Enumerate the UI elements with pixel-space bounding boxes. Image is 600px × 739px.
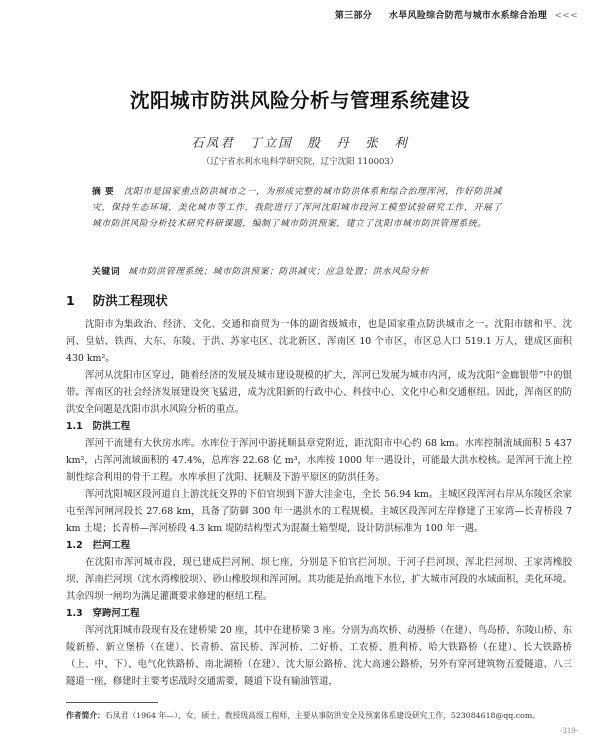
- keywords: [92, 264, 512, 277]
- keywords-text: 城市防洪管理系统；城市防洪预案；防洪减灾；应急处置；洪水风险分析: [128, 267, 429, 277]
- subsection-heading: [66, 418, 572, 435]
- subsection-title: 穿跨河工程: [92, 608, 140, 619]
- paragraph: 浑河沈阳城区段河道自上游沈抚交界的下伯官坝到下游大洼金屯，全长 56.94 km。主城区段浑河右岸从东陵区余家屯至浑河闸河段长 27.68 km，具备了防御 300 年一遇洪水的工程规模。主城区段浑河左岸修建了王家湾—长青桥段 7 km 土堤；长青桥—浑河桥段 4.3 km 堤防结构型式为混凝土箱型堤，设计防洪标准为 100 年一遇。: [66, 489, 572, 534]
- section-number: 1: [66, 293, 75, 308]
- paper-affiliation: （辽宁省水利水电科学研究院，辽宁沈阳 110003）: [201, 157, 399, 167]
- section-body: [66, 316, 572, 690]
- running-head: [335, 8, 578, 21]
- footnote-divider: [66, 702, 158, 703]
- keywords-label: 关键词: [92, 267, 121, 277]
- subsection-heading: [66, 537, 572, 554]
- abstract-label: 摘要: [92, 187, 118, 197]
- abstract-text: 沈阳市是国家重点防洪城市之一，为形成完整的城市防洪体系和综合治理浑河，作好防洪减灾，保持生态环境，美化城市等工作，我院进行了浑河沈阳城市段河工模型试验研究工作，开展了城市防洪风险分析技术研究科研课题，编制了城市防洪预案，建立了沈阳市城市防洪管理系统。: [92, 187, 502, 229]
- footnote: [66, 710, 586, 721]
- chevron-left-icon: <<<: [554, 11, 578, 21]
- running-head-title: 水旱风险综合防范与城市水系综合治理: [388, 11, 548, 21]
- page-number: ·319·: [560, 727, 578, 735]
- subsection-number: 1.2: [66, 540, 83, 551]
- subsection-title: 防洪工程: [92, 421, 131, 432]
- paragraph: 浑河沈阳城市段现有及在建桥梁 20 座，其中在建桥梁 3 座。分别为高坎桥、动漫桥（在建）、鸟岛桥、东陵山桥、东陵新桥、新立堡桥（在建）、长青桥、富民桥、浑河桥、二好桥、工农桥、胜利桥、哈大铁路桥（在建）、长大铁路桥（上、中、下）、电气化铁路桥、南北湖桥（在建）、沈大原公路桥、沈大高速公路桥，另外有穿河建筑物五爱隧道、八三隧道一座，修建时主要考虑战时交通需要，隧道下设有输油管道，: [66, 625, 572, 687]
- section-title: 防洪工程现状: [92, 293, 168, 308]
- footnote-text: 石凤君（1964 年—），女，硕士，教授级高级工程师，主要从事防洪安全及预案体系建设研究工作，523084618@qq.com。: [104, 711, 541, 720]
- footnote-label: 作者简介：: [66, 711, 105, 720]
- paragraph: 浑河干流建有大伙房水库。水库位于浑河中游抚顺县章党附近，距沈阳市中心约 68 km。水库控制流域面积 5 437 km²，占浑河流域面积的 47.4%，总库容 22.68 亿 m³，水库按 1000 年一遇设计，可能最大洪水校核。是浑河干流上控制性综合利用的骨干工程。水库承担了沈阳、抚顺及下游平原区的防洪任务。: [66, 438, 572, 483]
- running-head-section: 第三部分: [334, 11, 373, 21]
- paragraph: 在沈阳市浑河城市段，现已建成拦河闸、坝七座，分别是下伯官拦河坝、于河子拦河坝、浑北拦河坝、王家湾橡胶坝、浑南拦河坝（沈水湾橡胶坝）、砂山橡胶坝和浑河闸。其功能是抬高地下水位，扩大城市河段的水域面积，美化环境。其余四坝一闸均为满足灌溉要求修建的枢纽工程。: [66, 557, 572, 602]
- subsection-number: 1.3: [66, 608, 83, 619]
- subsection-number: 1.1: [66, 421, 83, 432]
- subsection-title: 拦河工程: [92, 540, 131, 551]
- subsection-heading: [66, 605, 572, 622]
- paragraph: 浑河从沈阳市区穿过，随着经济的发展及城市建设规模的扩大，浑河已发展为城市内河，成为沈阳“金廊银带”中的银带。浑南区的社会经济发展建设突飞猛进，成为沈阳新的行政中心、科技中心、文化中心和交通枢纽。因此，浑南区的防洪安全问题是沈阳市洪水风险分析的重点。: [66, 370, 572, 415]
- paper-authors: 石凤君 丁立国 殷 丹 张 利: [191, 135, 409, 150]
- section-heading: [66, 291, 168, 309]
- paper-title: 沈阳城市防洪风险分析与管理系统建设: [129, 89, 470, 112]
- abstract: [92, 184, 502, 232]
- paragraph: 沈阳市为集政治、经济、文化、交通和商贸为一体的副省级城市，也是国家重点防洪城市之一。沈阳市辖和平、沈河、皇姑、铁西、大东、东陵、于洪、苏家屯区、沈北新区、浑南区 10 个市区，市区总人口 519.1 万人，建成区面积 430 km²。: [66, 319, 572, 364]
